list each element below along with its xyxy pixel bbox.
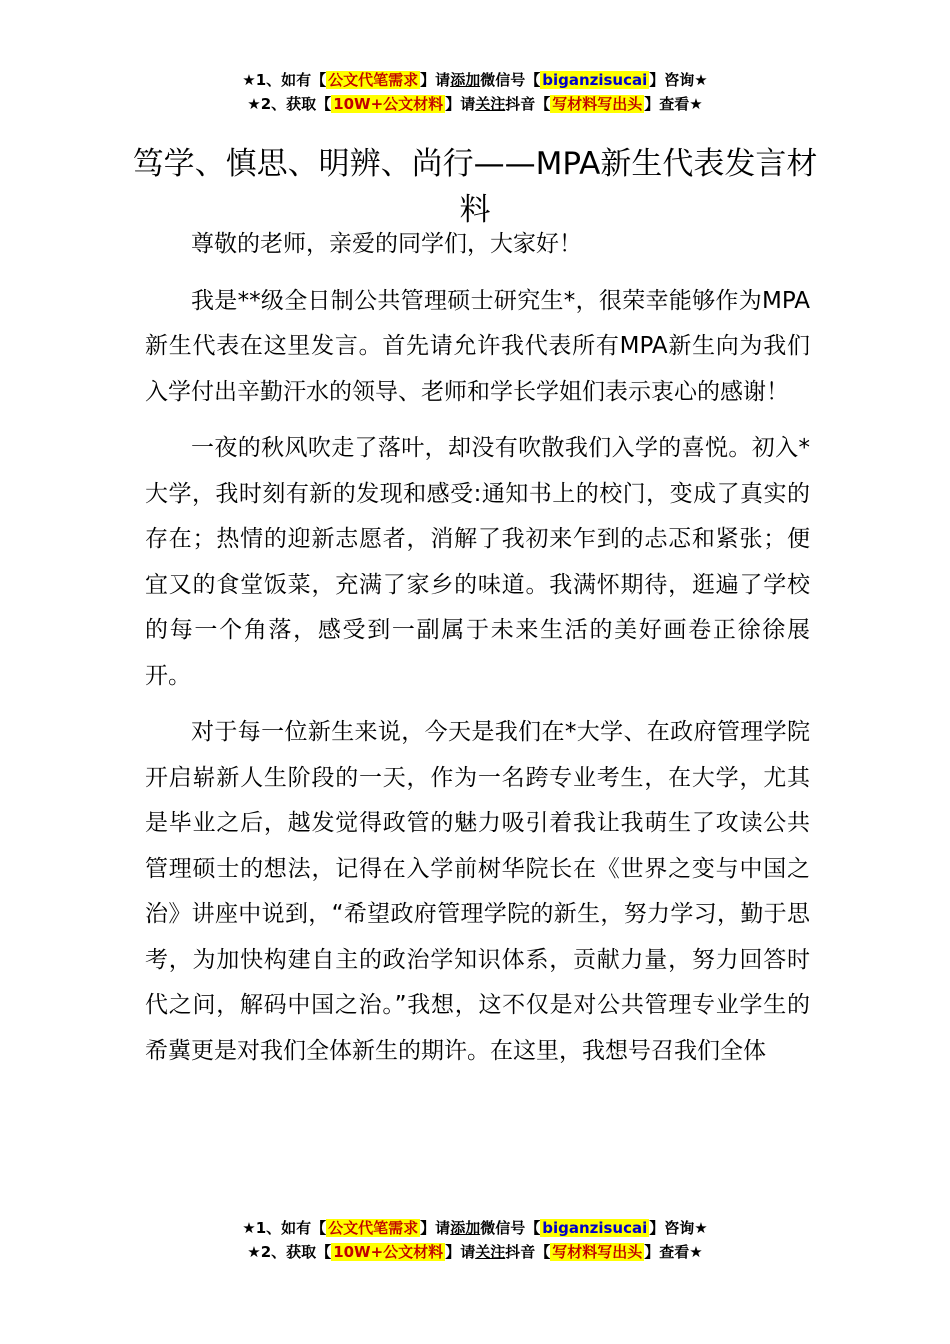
wechat-id[interactable]: biganzisucai	[542, 1219, 648, 1237]
promo-text: 】查看★	[644, 95, 703, 113]
promo-underline: 添加	[450, 1219, 481, 1237]
promo-text: 微信号【	[480, 71, 541, 89]
paragraph-autumn: 一夜的秋风吹走了落叶，却没有吹散我们入学的喜悦。初入*大学，我时刻有新的发现和感受:通知书上的校门，变成了真实的存在；热情的迎新志愿者，消解了我初来乍到的忐忑和紧张；便宜又的食堂饭菜，充满了家乡的味道。我满怀期待，逛遍了学校的每一个角落，感受到一副属于未来生活的美好画卷正徐徐展开。	[145, 435, 810, 689]
promo-text: 抖音【	[505, 95, 551, 113]
promo-text: 】查看★	[644, 1243, 703, 1261]
paragraph-new-stage: 对于每一位新生来说，今天是我们在*大学、在政府管理学院开启崭新人生阶段的一天，作为一名跨专业考生，在大学，尤其是毕业之后，越发觉得政管的魅力吸引着我让我萌生了攻读公共管理硕士的想法，记得在入学前树华院长在《世界之变与中国之治》讲座中说到，“希望政府管理学院的新生，努力学习，勤于思考，为加快构建自主的政治学知识体系，贡献力量，努力回答时代之问，解码中国之治。”我想，这不仅是对公共管理专业学生的希冀更是对我们全体新生的期许。在这里，我想号召我们全体	[145, 719, 810, 1064]
promo-text: ★1、如有【	[242, 1219, 327, 1237]
paragraph-introduction: 我是**级全日制公共管理硕士研究生*，很荣幸能够作为MPA新生代表在这里发言。首先请允许我代表所有MPA新生向为我们入学付出辛勤汗水的领导、老师和学长学姐们表示衷心的感谢！	[145, 287, 810, 405]
promo-underline: 关注	[475, 1243, 506, 1261]
paragraph-greeting: 尊敬的老师，亲爱的同学们，大家好！	[191, 231, 582, 257]
promo-text: 抖音【	[505, 1243, 551, 1261]
promo-text: 】请	[445, 1243, 476, 1261]
promo-line-1	[0, 1216, 950, 1240]
document-title: 笃学、慎思、明辨、尚行——MPA新生代表发言材料	[132, 145, 818, 228]
promo-highlight: 10W+公文材料	[333, 95, 444, 113]
promo-text: 微信号【	[480, 1219, 541, 1237]
promo-banner-bottom	[0, 1216, 950, 1264]
promo-text: 】请	[445, 95, 476, 113]
douyin-account[interactable]: 写材料写出头	[552, 1243, 643, 1261]
promo-line-1	[0, 68, 950, 92]
promo-highlight: 公文代笔需求	[328, 71, 419, 89]
promo-text: 】请	[420, 71, 451, 89]
wechat-id[interactable]: biganzisucai	[542, 71, 648, 89]
promo-underline: 关注	[475, 95, 506, 113]
promo-text: ★2、获取【	[247, 95, 332, 113]
promo-banner-top	[0, 68, 950, 116]
promo-text: 】请	[420, 1219, 451, 1237]
promo-highlight: 公文代笔需求	[328, 1219, 419, 1237]
promo-text: ★2、获取【	[247, 1243, 332, 1261]
promo-highlight: 10W+公文材料	[333, 1243, 444, 1261]
document-body	[145, 222, 810, 1085]
promo-text: 】咨询★	[649, 71, 708, 89]
promo-text: 】咨询★	[649, 1219, 708, 1237]
douyin-account[interactable]: 写材料写出头	[552, 95, 643, 113]
promo-line-2	[0, 1240, 950, 1264]
promo-underline: 添加	[450, 71, 481, 89]
promo-line-2	[0, 92, 950, 116]
promo-text: ★1、如有【	[242, 71, 327, 89]
